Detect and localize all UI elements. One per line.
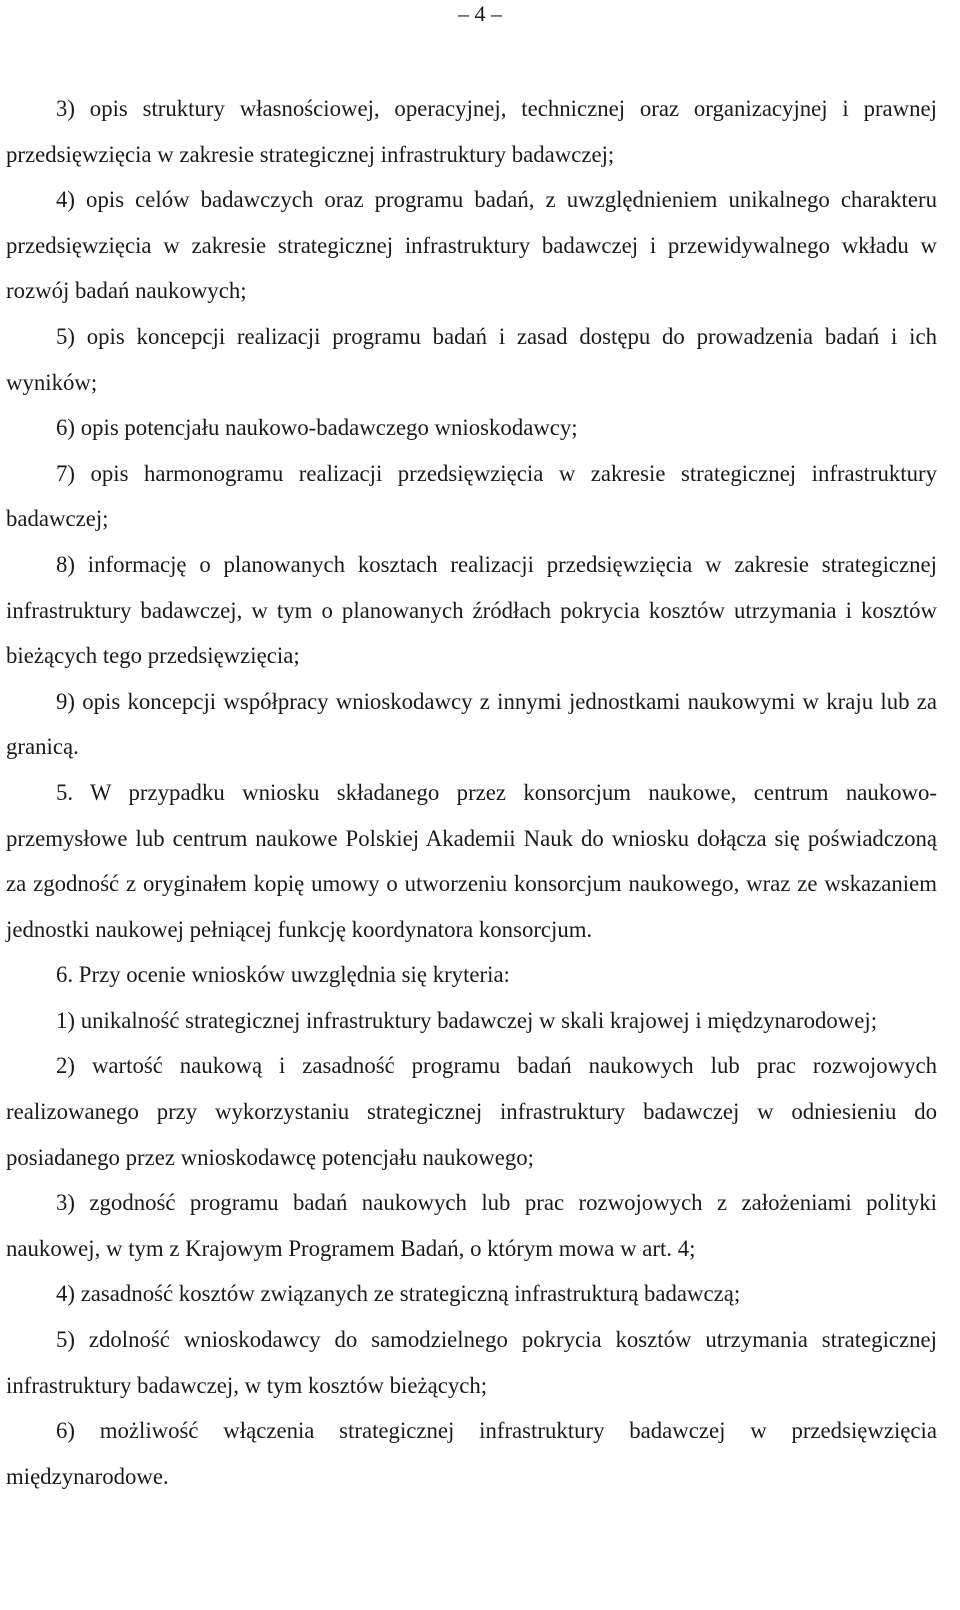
criteria-item-4: 4) zasadność kosztów związanych ze strategiczną infrastrukturą badawczą;: [56, 1281, 741, 1307]
criteria-item-2: 2) wartość naukową i zasadność programu badań naukowych lub prac rozwojowych realizowanego przy wykorzystaniu strategicznej infrastruktury badawczej w odniesieniu do posiadanego przez wnioskodawcę potencjału naukowego;: [6, 1053, 937, 1170]
criteria-item-5: 5) zdolność wnioskodawcy do samodzielnego pokrycia kosztów utrzymania strategicznej infrastruktury badawczej, w tym kosztów bieżących;: [6, 1327, 937, 1398]
paragraph-section-5: 5. W przypadku wniosku składanego przez konsorcjum naukowe, centrum naukowo-przemysłowe lub centrum naukowe Polskiej Akademii Nauk do wniosku dołącza się poświadczoną za zgodność z oryginałem kopię umowy o utworzeniu konsorcjum naukowego, wraz ze wskazaniem jednostki naukowej pełniącej funkcję koordynatora konsorcjum.: [6, 779, 937, 942]
document-body: [6, 86, 937, 1499]
criteria-item-6: 6) możliwość włączenia strategicznej infrastruktury badawczej w przedsięwzięcia międzynarodowe.: [6, 1418, 937, 1489]
page-number: – 4 –: [458, 1, 502, 26]
list-item-3: 3) opis struktury własnościowej, operacyjnej, technicznej oraz organizacyjnej i prawnej przedsięwzięcia w zakresie strategicznej infrastruktury badawczej;: [6, 96, 937, 167]
criteria-item-3: 3) zgodność programu badań naukowych lub prac rozwojowych z założeniami polityki naukowej, w tym z Krajowym Programem Badań, o którym mowa w art. 4;: [6, 1190, 937, 1261]
paragraph-section-6: 6. Przy ocenie wniosków uwzględnia się kryteria:: [56, 962, 510, 988]
list-item-9: 9) opis koncepcji współpracy wnioskodawcy z innymi jednostkami naukowymi w kraju lub za granicą.: [6, 688, 937, 760]
list-item-7: 7) opis harmonogramu realizacji przedsięwzięcia w zakresie strategicznej infrastruktury badawczej;: [6, 460, 937, 532]
list-item-4: 4) opis celów badawczych oraz programu badań, z uwzględnieniem unikalnego charakteru przedsięwzięcia w zakresie strategicznej infrastruktury badawczej i przewidywalnego wkładu w rozwój badań naukowych;: [6, 187, 937, 304]
criteria-item-1: 1) unikalność strategicznej infrastruktury badawczej w skali krajowej i międzynarodowej;: [56, 1007, 878, 1033]
list-item-6: 6) opis potencjału naukowo-badawczego wnioskodawcy;: [56, 415, 578, 441]
list-item-8: 8) informację o planowanych kosztach realizacji przedsięwzięcia w zakresie strategicznej infrastruktury badawczej, w tym o planowanych źródłach pokrycia kosztów utrzymania i kosztów bieżących tego przedsięwzięcia;: [6, 551, 937, 669]
list-item-5: 5) opis koncepcji realizacji programu badań i zasad dostępu do prowadzenia badań i ich wyników;: [6, 323, 937, 395]
